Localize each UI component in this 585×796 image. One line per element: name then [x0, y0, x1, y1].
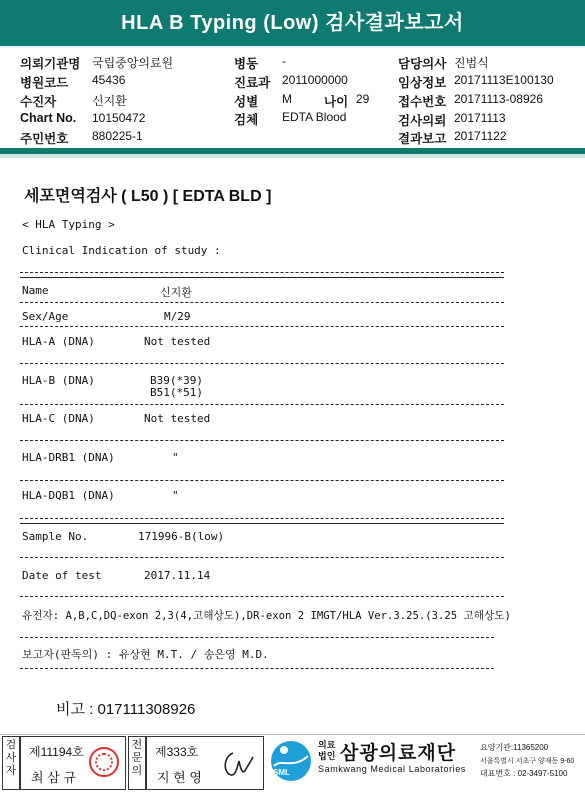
divider	[20, 326, 504, 327]
info-value: 29	[356, 92, 370, 106]
row-value-sample-no: 171996-B(low)	[138, 530, 225, 543]
divider	[20, 480, 504, 481]
inspector-vertical-label	[2, 736, 20, 790]
row-label-hla-dqb1: HLA-DQB1 (DNA)	[22, 489, 115, 502]
vertical-char: 자	[5, 765, 17, 777]
info-chart-no	[20, 111, 146, 125]
inspector-box	[20, 736, 126, 790]
org-prefix-line: 의료	[318, 740, 336, 750]
divider	[20, 363, 504, 364]
row-label-hla-b: HLA-B (DNA)	[22, 374, 95, 387]
org-prefix-line: 법인	[318, 751, 336, 761]
info-sex	[234, 92, 370, 110]
row-value-date-of-test: 2017.11.14	[144, 569, 211, 582]
row-value-hla-b-1: B39(*39)	[150, 374, 203, 387]
specialist-license-no: 제333호	[155, 745, 199, 759]
info-clinical	[398, 73, 554, 91]
inspector-license-no: 제11194호	[29, 745, 84, 759]
sml-logo-icon	[268, 738, 314, 784]
info-value: 10150472	[92, 111, 146, 125]
row-value-name: 신지환	[160, 286, 192, 299]
row-label-sample-no: Sample No.	[22, 530, 89, 543]
info-label: 성별	[234, 95, 259, 109]
divider	[20, 404, 504, 405]
info-label: Chart No.	[20, 111, 77, 125]
row-label-date-of-test: Date of test	[22, 569, 102, 582]
remarks-label: 비고 :	[56, 701, 94, 718]
info-label: 주민번호	[20, 132, 69, 146]
row-label-hla-c: HLA-C (DNA)	[22, 412, 95, 425]
row-value-hla-a: Not tested	[144, 335, 211, 348]
info-request-date	[398, 111, 506, 129]
info-label: 결과보고	[398, 132, 447, 146]
info-value: 2011000000	[282, 73, 348, 87]
info-doctor	[398, 54, 489, 72]
info-ward	[234, 54, 286, 72]
info-label: 검체	[234, 113, 259, 127]
inspector-name: 최 삼 규	[31, 770, 76, 785]
row-label-name: Name	[22, 284, 49, 297]
org-address: 서울특별시 서초구 양재동 9-60	[480, 758, 575, 765]
section-title: 세포면역검사 ( L50 ) [ EDTA BLD ]	[24, 188, 272, 205]
divider	[20, 518, 504, 519]
patient-info	[0, 48, 585, 148]
info-value: 진범식	[454, 56, 489, 70]
clinical-indication: Clinical Indication of study :	[22, 244, 221, 257]
org-prefix	[318, 740, 335, 762]
info-value: EDTA Blood	[282, 110, 347, 124]
divider	[20, 272, 504, 273]
info-institution	[20, 54, 174, 72]
vertical-char: 사	[5, 752, 17, 764]
row-value-hla-c: Not tested	[144, 412, 211, 425]
info-hospital-code	[20, 73, 126, 91]
row-value-hla-dqb1: "	[172, 489, 179, 502]
info-value: 45436	[92, 73, 126, 87]
org-english-name: Samkwang Medical Laboratories	[318, 764, 466, 774]
org-name: 삼광의료재단	[340, 743, 457, 764]
info-label: 병동	[234, 57, 259, 71]
info-resident-no	[20, 129, 143, 147]
hla-typing-heading: < HLA Typing >	[22, 218, 115, 231]
divider	[20, 637, 494, 638]
org-phone: 대표번호 : 02-3497-5100	[480, 769, 568, 778]
info-value: M	[282, 92, 292, 106]
sml-logo-text: SML	[273, 768, 290, 777]
divider	[20, 557, 504, 558]
divider	[20, 596, 504, 597]
info-value: 20171113-08926	[454, 92, 543, 106]
info-value: 신지환	[92, 94, 127, 108]
remarks	[56, 698, 195, 719]
vertical-char: 전	[131, 739, 143, 751]
info-report-date	[398, 129, 507, 147]
row-value-sex-age: M/29	[164, 310, 191, 323]
info-label: 담당의사	[398, 57, 447, 71]
divider	[20, 668, 494, 669]
row-value-hla-b-2: B51(*51)	[150, 386, 203, 399]
divider	[20, 440, 504, 441]
gene-region-note: 유전자: A,B,C,DQ-exon 2,3(4,고해상도),DR-exon 2 IMGT/HLA Ver.3.25.(3.25 고해상도)	[22, 610, 511, 622]
org-code: 요양기관:11365200	[480, 743, 549, 752]
info-divider-light	[0, 154, 585, 158]
row-label-hla-drb1: HLA-DRB1 (DNA)	[22, 451, 115, 464]
row-label-sex-age: Sex/Age	[22, 310, 69, 323]
info-value: 20171113E100130	[454, 73, 554, 87]
info-label: 수진자	[20, 95, 57, 109]
remarks-value: 017111308926	[97, 701, 196, 718]
vertical-char: 의	[131, 765, 143, 777]
info-value: -	[282, 54, 286, 68]
info-patient	[20, 92, 127, 110]
info-label: 병원코드	[20, 76, 69, 90]
info-label: 나이	[324, 95, 349, 109]
info-label: 접수번호	[398, 95, 447, 109]
vertical-char: 문	[131, 752, 143, 764]
row-value-hla-drb1: "	[172, 451, 179, 464]
info-value: 국립중앙의료원	[92, 56, 174, 70]
divider	[20, 277, 504, 278]
divider	[20, 523, 504, 524]
specialist-name: 지 현 영	[157, 770, 202, 785]
info-value: 20171122	[454, 129, 507, 143]
specialist-box	[146, 736, 264, 790]
vertical-char: 검	[5, 739, 17, 751]
info-label: 의뢰기관명	[20, 57, 81, 71]
info-department	[234, 73, 348, 91]
info-value: 880225-1	[92, 129, 143, 143]
info-value: 20171113	[454, 111, 506, 125]
info-label: 검사의뢰	[398, 114, 447, 128]
info-specimen	[234, 110, 347, 128]
info-receipt-no	[398, 92, 543, 110]
specialist-vertical-label	[128, 736, 146, 790]
info-label: 임상정보	[398, 76, 447, 90]
row-label-hla-a: HLA-A (DNA)	[22, 335, 95, 348]
reporter-line: 보고자(판독의) : 유상현 M.T. / 송은영 M.D.	[22, 648, 269, 661]
report-title: HLA B Typing (Low) 검사결과보고서	[121, 12, 464, 34]
info-label: 진료과	[234, 76, 271, 90]
divider	[20, 302, 504, 303]
seal-inner-icon	[95, 753, 113, 771]
signature-icon	[219, 747, 255, 781]
